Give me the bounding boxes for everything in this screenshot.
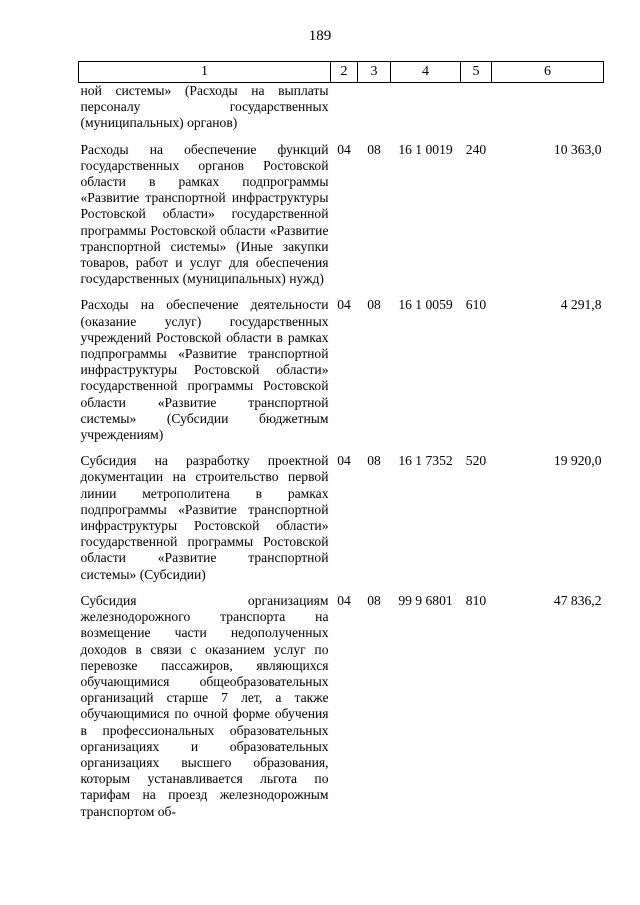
row-subsection: 08 xyxy=(367,453,381,469)
column-header-5: 5 xyxy=(461,62,492,83)
row-description: Субсидия на разработку проектной документации на строительство первой линии метрополитена в рамках подпрограммы «Развитие транспортной инфраструктуры Ростовской области» государственной программы Ростовской области «Развитие транспортной системы» (Субсидии) xyxy=(80,453,329,582)
column-header-3: 3 xyxy=(358,62,391,83)
table-header-row xyxy=(79,62,604,83)
row-amount: 10 363,0 xyxy=(553,141,602,157)
row-target-article: 16 1 0019 xyxy=(398,141,453,157)
row-expense-type: 810 xyxy=(465,592,487,608)
row-section: 04 xyxy=(337,297,351,313)
table-row xyxy=(79,449,604,589)
continuation-text: ной системы» (Расходы на выплаты персоналу государственных (муниципальных) органов) xyxy=(80,83,329,131)
row-target-article: 16 1 7352 xyxy=(398,453,453,469)
continuation-row xyxy=(79,83,604,138)
row-description: Расходы на обеспечение деятельности (оказание услуг) государственных учреждений Ростовской области в рамках подпрограммы «Развитие транспортной инфраструктуры Ростовской области» государственной программы Ростовской области «Развитие транспортной системы» (Субсидии бюджетным учреждениям) xyxy=(80,297,329,443)
row-target-article: 99 9 6801 xyxy=(398,592,453,608)
row-subsection: 08 xyxy=(367,592,381,608)
row-target-article: 16 1 0059 xyxy=(398,297,453,313)
row-description: Расходы на обеспечение функций государственных органов Ростовской области в рамках подпрограммы «Развитие транспортной инфраструктуры Ростовской области» государственной программы Ростовской области «Развитие транспортной системы» (Иные закупки товаров, работ и услуг для обеспечения государственных (муниципальных) нужд) xyxy=(80,141,329,287)
row-description: Субсидия организациям железнодорожного транспорта на возмещение части недополученных доходов в связи с оказанием услуг по перевозке пассажиров, являющихся обучающимися общеобразовательных организаций старше 7 лет, а также обучающимися по очной форме обучения в профессиональных образовательных организациях и образовательных организациях высшего образования, которым устанавливается льгота по тарифам на проезд железнодорожным транспортом об- xyxy=(80,592,329,819)
row-amount: 47 836,2 xyxy=(553,592,602,608)
table-row xyxy=(79,589,604,826)
table-row xyxy=(79,293,604,449)
row-section: 04 xyxy=(337,141,351,157)
row-subsection: 08 xyxy=(367,141,381,157)
row-subsection: 08 xyxy=(367,297,381,313)
column-header-2: 2 xyxy=(331,62,358,83)
column-header-4: 4 xyxy=(391,62,461,83)
table-row xyxy=(79,138,604,294)
column-header-1: 1 xyxy=(79,62,331,83)
page-number: 189 xyxy=(308,28,332,44)
row-amount: 19 920,0 xyxy=(553,453,602,469)
row-amount: 4 291,8 xyxy=(560,297,602,313)
row-expense-type: 610 xyxy=(465,297,487,313)
row-section: 04 xyxy=(337,592,351,608)
column-header-6: 6 xyxy=(492,62,604,83)
budget-table xyxy=(78,61,604,826)
row-expense-type: 240 xyxy=(465,141,487,157)
row-expense-type: 520 xyxy=(465,453,487,469)
row-section: 04 xyxy=(337,453,351,469)
